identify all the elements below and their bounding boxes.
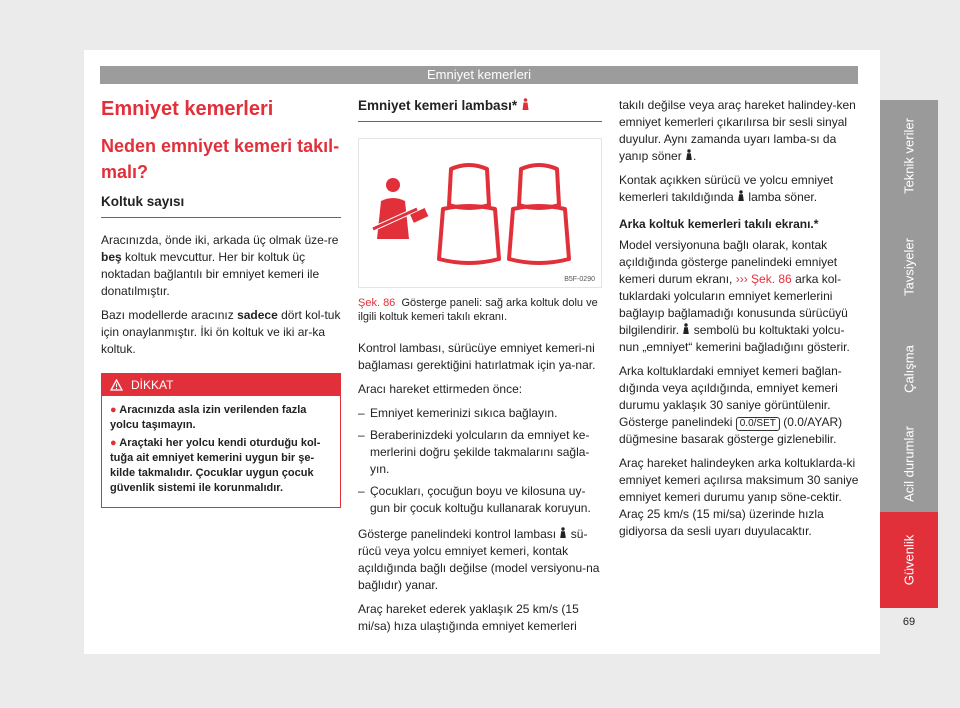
figure-link[interactable]: ››› Şek. 86 bbox=[735, 272, 792, 286]
tab-label: Tavsiyeler bbox=[901, 238, 917, 296]
tab-tavsiyeler[interactable] bbox=[880, 212, 938, 322]
paragraph: Araç hareket ederek yaklaşık 25 km/s (15 mi/sa) hıza ulaştığında emniyet kemerleri bbox=[358, 602, 579, 633]
running-header: Emniyet kemerleri bbox=[100, 66, 858, 84]
page-number: 69 bbox=[902, 616, 916, 628]
seatbelt-warning-icon bbox=[685, 149, 693, 160]
figure-caption: Şek. 86 Gösterge paneli: sağ arka koltuk dolu ve ilgili koltuk kemeri takılı ekranı. bbox=[358, 297, 598, 323]
paragraph: takılı değilse veya araç hareket halindey-ken emniyet kemerleri çıkarılırsa bir sesli sinyal duyulur. Aynı zamanda uyarı lamba-sı da yanıp söner . bbox=[619, 98, 856, 163]
tab-acil-durumlar[interactable] bbox=[880, 416, 938, 512]
section-heading: Emniyet kemeri lambası* bbox=[358, 97, 602, 122]
tab-calisma[interactable] bbox=[880, 322, 938, 416]
subsection-heading: Koltuk sayısı bbox=[101, 193, 341, 218]
column-2 bbox=[358, 97, 602, 642]
seatbelt-person-icon bbox=[521, 98, 530, 110]
seatbelt-display-illustration bbox=[359, 139, 601, 287]
list-item: – Beraberinizdeki yolcuların da emniyet ke-merlerini doğru şekilde takmalarını sağla-yın. bbox=[358, 428, 590, 476]
seatbelt-warning-icon bbox=[737, 190, 745, 201]
paragraph: Araç hareket halindeyken arka koltuklarda-ki emniyet kemeri açılırsa maksimum 30 saniye emniyet kemeri durumu yanıp söne-cektir. Araç 25 km/s (15 mi/sa) üzerinde hızla gidiyorsa da sesli uyarı duyulacaktır. bbox=[619, 456, 859, 538]
set-button-label: 0.0/SET bbox=[736, 417, 780, 431]
column-3 bbox=[619, 97, 859, 547]
chapter-title: Emniyet kemerleri bbox=[101, 98, 274, 120]
paragraph: Arka koltuklardaki emniyet kemeri bağlan-dığında veya açıldığında, emniyet kemeri durumu yaklaşık 30 saniye görüntülenir. Gösterge panelindeki 0.0/SET (0.0/AYAR) düğmesine basarak gösterge gizlenebilir. bbox=[619, 364, 843, 446]
paragraph: Aracınızda, önde iki, arkada üç olmak üze-re beş koltuk mevcuttur. Her bir koltuk üç noktadan bağlantılı bir emniyet kemeri ile donatılmıştır. bbox=[101, 233, 339, 298]
instrument-figure bbox=[358, 138, 602, 288]
warning-item: ● Aracınızda asla izin verilenden fazla yolcu taşımayın. bbox=[110, 404, 307, 431]
paragraph: Gösterge panelindeki kontrol lambası sü-rücü veya yolcu emniyet kemeri, kontak açıldığında bağlı değilse (model versiyonu-na bağlıdır) yanar. bbox=[358, 527, 600, 592]
paragraph: Model versiyonuna bağlı olarak, kontak açıldığında gösterge panelindeki emniyet kemeri durum ekranı, ››› Şek. 86 arka kol-tuklardaki yolcuların emniyet kemerlerini bağlayıp bağlamadığı konusunda sürücüyü bilgilendirir. sembolü bu koltuktaki yolcu-nun „emniyet“ kemerini bağladığını gösterir. bbox=[619, 238, 850, 354]
paragraph: Bazı modellerde aracınız sadece dört kol-tuk için onaylanmıştır. İki ön koltuk ve iki ar-ka koltuk. bbox=[101, 308, 341, 356]
paragraph: Kontak açıkken sürücü ve yolcu emniyet kemerleri takıldığında lamba söner. bbox=[619, 173, 834, 204]
section-title: Neden emniyet kemeri takıl-malı? bbox=[101, 136, 340, 182]
warning-title: DİKKAT bbox=[131, 378, 174, 392]
warning-item: ● Araçtaki her yolcu kendi oturduğu kol-tuğa ait emniyet kemerini uygun bir şe-kilde takmalıdır. Çocuklar uygun çocuk güvenlik sistemi ile korunmalıdır. bbox=[110, 437, 321, 494]
warning-header bbox=[102, 374, 340, 396]
warning-triangle-icon bbox=[110, 379, 123, 391]
tab-label: Güvenlik bbox=[901, 534, 917, 586]
tab-label: Teknik veriler bbox=[901, 118, 917, 194]
subheading: Arka koltuk kemerleri takılı ekranı.* bbox=[619, 217, 819, 231]
paragraph: Aracı hareket ettirmeden önce: bbox=[358, 382, 523, 396]
figure-code: B5F-0290 bbox=[564, 276, 595, 283]
tab-teknik-veriler[interactable] bbox=[880, 100, 938, 212]
column-1 bbox=[101, 97, 341, 508]
tab-label: Acil durumlar bbox=[901, 426, 917, 502]
tab-label: Çalışma bbox=[901, 345, 917, 393]
tab-guvenlik[interactable] bbox=[880, 512, 938, 608]
list-item: – Çocukları, çocuğun boyu ve kilosuna uy-gun bir çocuk koltuğu kullanarak koruyun. bbox=[358, 484, 591, 515]
warning-box bbox=[101, 373, 341, 508]
paragraph: Kontrol lambası, sürücüye emniyet kemeri-ni bağlaması gerektiğini hatırlatmak için ya-nar. bbox=[358, 341, 596, 372]
list-item: – Emniyet kemerinizi sıkıca bağlayın. bbox=[358, 406, 558, 420]
